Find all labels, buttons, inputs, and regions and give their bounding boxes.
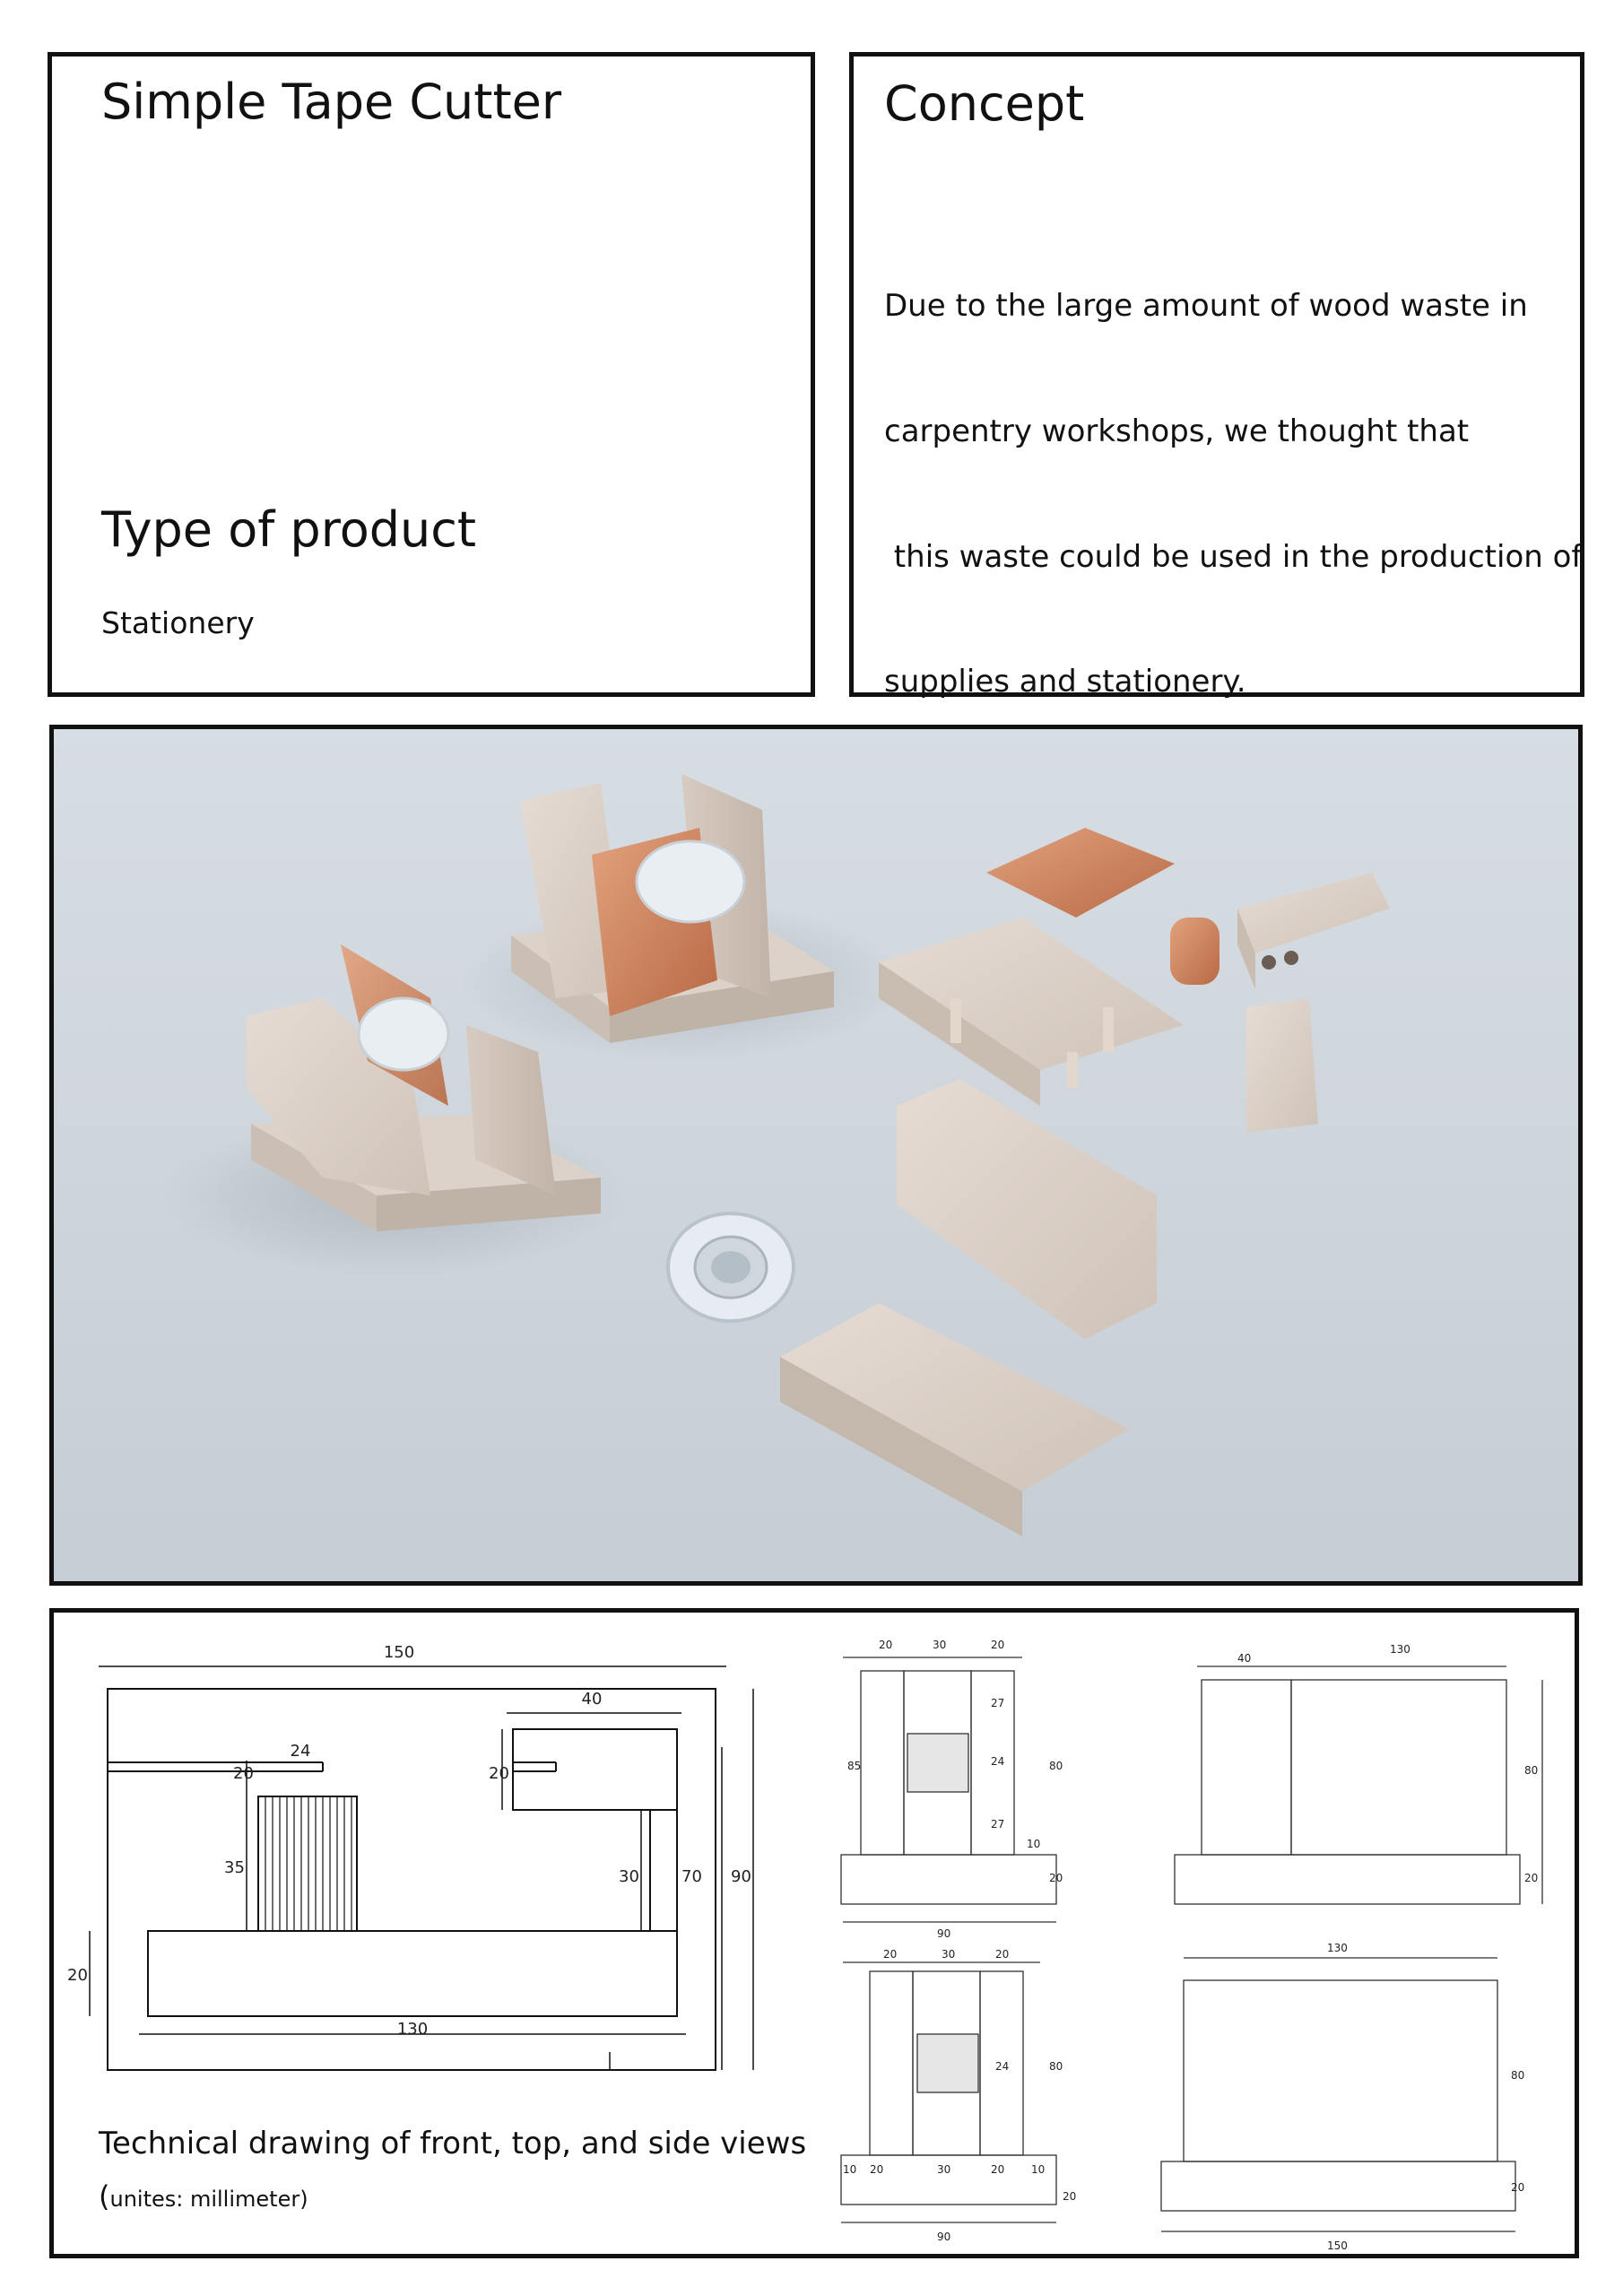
dim-label: 80 [1049,1760,1063,1772]
back-view-top [1175,1666,1542,1904]
dim-label: 20 [1049,1872,1063,1884]
small-block [1237,873,1390,989]
dim-label: 130 [396,2020,429,2039]
front-slot-block [513,1729,677,1810]
type-heading: Type of product [101,501,477,558]
back-view-bottom [1161,1958,1515,2231]
dim-label: 30 [933,1639,947,1651]
dim-label: 80 [1049,2060,1063,2073]
dim-label: 130 [1390,1643,1410,1656]
base-slab [780,1303,1130,1536]
dim-label: 85 [847,1760,862,1772]
concept-panel [849,52,1584,700]
dim-label: 20 [991,1639,1005,1651]
dim-label: 20 [489,1764,509,1783]
dim-label: 80 [1511,2069,1525,2082]
dim-label: 130 [1327,1942,1348,1954]
side-panel [897,1079,1157,1339]
base-plate [879,918,1184,1106]
technical-drawing-panel [49,1608,1579,2258]
dim-label: 24 [995,2060,1010,2073]
front-view [90,1666,753,2070]
units-paren: ( [99,2179,110,2213]
dim-label: 35 [224,1858,245,1877]
copper-plate [986,828,1175,918]
dim-label: 20 [870,2163,884,2176]
dim-label: 27 [991,1697,1005,1709]
dim-label: 27 [991,1818,1005,1831]
dim-label: 90 [937,2231,951,2243]
dim-label: 20 [883,1948,898,1961]
drawing-caption: Technical drawing of front, top, and side views [99,2126,807,2161]
dim-label: 30 [619,1867,639,1886]
front-dimensions [67,1643,751,2039]
dim-label: 70 [681,1867,702,1886]
assembled-dispenser-right [457,774,906,1061]
product-render [49,725,1583,1586]
drawing-units [99,2179,308,2213]
concept-line: Due to the large amount of wood waste in [884,288,1528,325]
concept-line: supplies and stationery. [884,664,1246,700]
dim-label: 20 [991,2163,1005,2176]
dim-label: 20 [67,1966,88,1985]
dim-label: 10 [843,2163,857,2176]
units-text: unites: millimeter) [109,2187,308,2212]
side-view-bottom [841,1962,1056,2222]
concept-line: carpentry workshops, we thought that [884,413,1470,449]
dim-label: 150 [1327,2239,1348,2252]
render-illustration [54,729,1578,1581]
title-panel [48,52,815,697]
back-top-dimensions [1237,1643,1538,1884]
dim-label: 20 [1511,2181,1525,2194]
dim-label: 40 [1237,1652,1252,1665]
concept-line: this waste could be used in the production of [884,538,1583,575]
dim-label: 20 [1524,1872,1539,1884]
dim-label: 24 [290,1742,311,1761]
side-view-top [841,1657,1056,1922]
dim-label: 40 [581,1690,603,1709]
side-upright [1246,998,1318,1133]
front-base [148,1931,677,2016]
side-bottom-dimensions [843,1948,1076,2243]
dim-label: 10 [1027,1838,1041,1850]
dim-label: 20 [1063,2190,1077,2203]
back-bottom-dimensions [1327,1942,1524,2252]
dim-label: 90 [731,1867,751,1886]
dim-label: 90 [937,1927,951,1940]
dim-label: 80 [1524,1764,1539,1777]
dim-label: 20 [995,1948,1010,1961]
dim-label: 10 [1031,2163,1046,2176]
type-value: Stationery [101,605,255,640]
concept-heading: Concept [884,75,1085,132]
copper-tube [1170,918,1219,985]
tape-roll [668,1213,794,1321]
dim-label: 20 [879,1639,893,1651]
dim-label: 24 [991,1755,1005,1768]
dim-label: 30 [937,2163,951,2176]
dim-label: 20 [233,1764,254,1783]
dim-label: 30 [942,1948,956,1961]
product-title: Simple Tape Cutter [101,74,562,130]
dim-label: 150 [383,1643,415,1662]
